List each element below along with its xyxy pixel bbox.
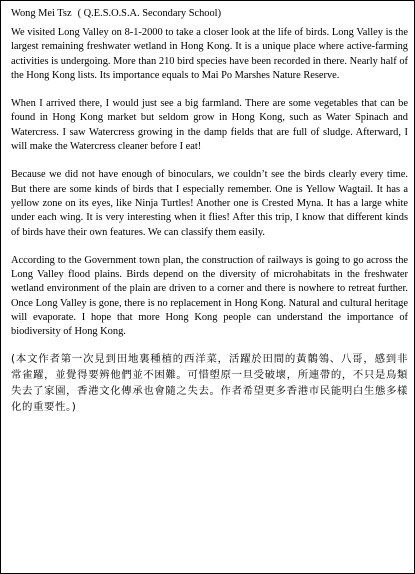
author-line <box>11 7 408 21</box>
paragraph-3: Because we did not have enough of binoculars, we couldn’t see the birds clearly every time. But there are some kinds of birds that I especially remember. One is Yellow Wagtail. It has a yellow zone on its eyes, like Ninja Turtles! Another one is Crested Myna. It has a large white under each wing. It is very interesting when it flies! After this trip, I know that different kinds of birds have their own features. We can classify them easily. <box>11 169 408 238</box>
author-name: Wong Mei Tsz <box>11 8 72 19</box>
paragraph-4: According to the Government town plan, the construction of railways is going to go across the Long Valley flood plains. Birds depend on the diversity of microhabitats in the freshwater wetland environment of the plain are driven to a corner and there is nowhere to retreat further. Once Long Valley is gone, there is no replacement in Hong Kong. Natural and cultural heritage will evaporate. I hope that more Hong Kong people can understand the importance of biodiversity of Hong Kong. <box>11 254 408 338</box>
paragraph-2: When I arrived there, I would just see a big farmland. There are some vegetables that can be found in Hong Kong market but seldom grow in Hong Kong, such as Water Spinach and Watercress. I saw Watercress growing in the damp fields that are full of sludge. Afterward, I will make the Watercress cleaner before I eat! <box>11 98 408 153</box>
chinese-summary-note: (本文作者第一次見到田地裏種植的西洋菜，活躍於田間的黃鶺鴒、八哥，感到非常雀躍，並覺得要辨他們並不困難。可惜塱原一旦受破壞，所連帶的，不只是鳥類失去了家園，香港文化傳承也會隨之失去。作者希望更多香港市民能明白生態多樣化的重要性。) <box>11 352 408 413</box>
paragraph-1: We visited Long Valley on 8-1-2000 to take a closer look at the life of birds. Long Valley is the largest remaining freshwater wetland in Hong Kong. It is a unique place where active-farming activities is undergoing. More than 210 bird species have been recorded in there. Nearly half of the Hong Kong lists. Its importance equals to Mai Po Marshes Nature Reserve. <box>11 27 408 81</box>
school-name: ( Q.E.S.O.S.A. Secondary School) <box>77 8 222 19</box>
